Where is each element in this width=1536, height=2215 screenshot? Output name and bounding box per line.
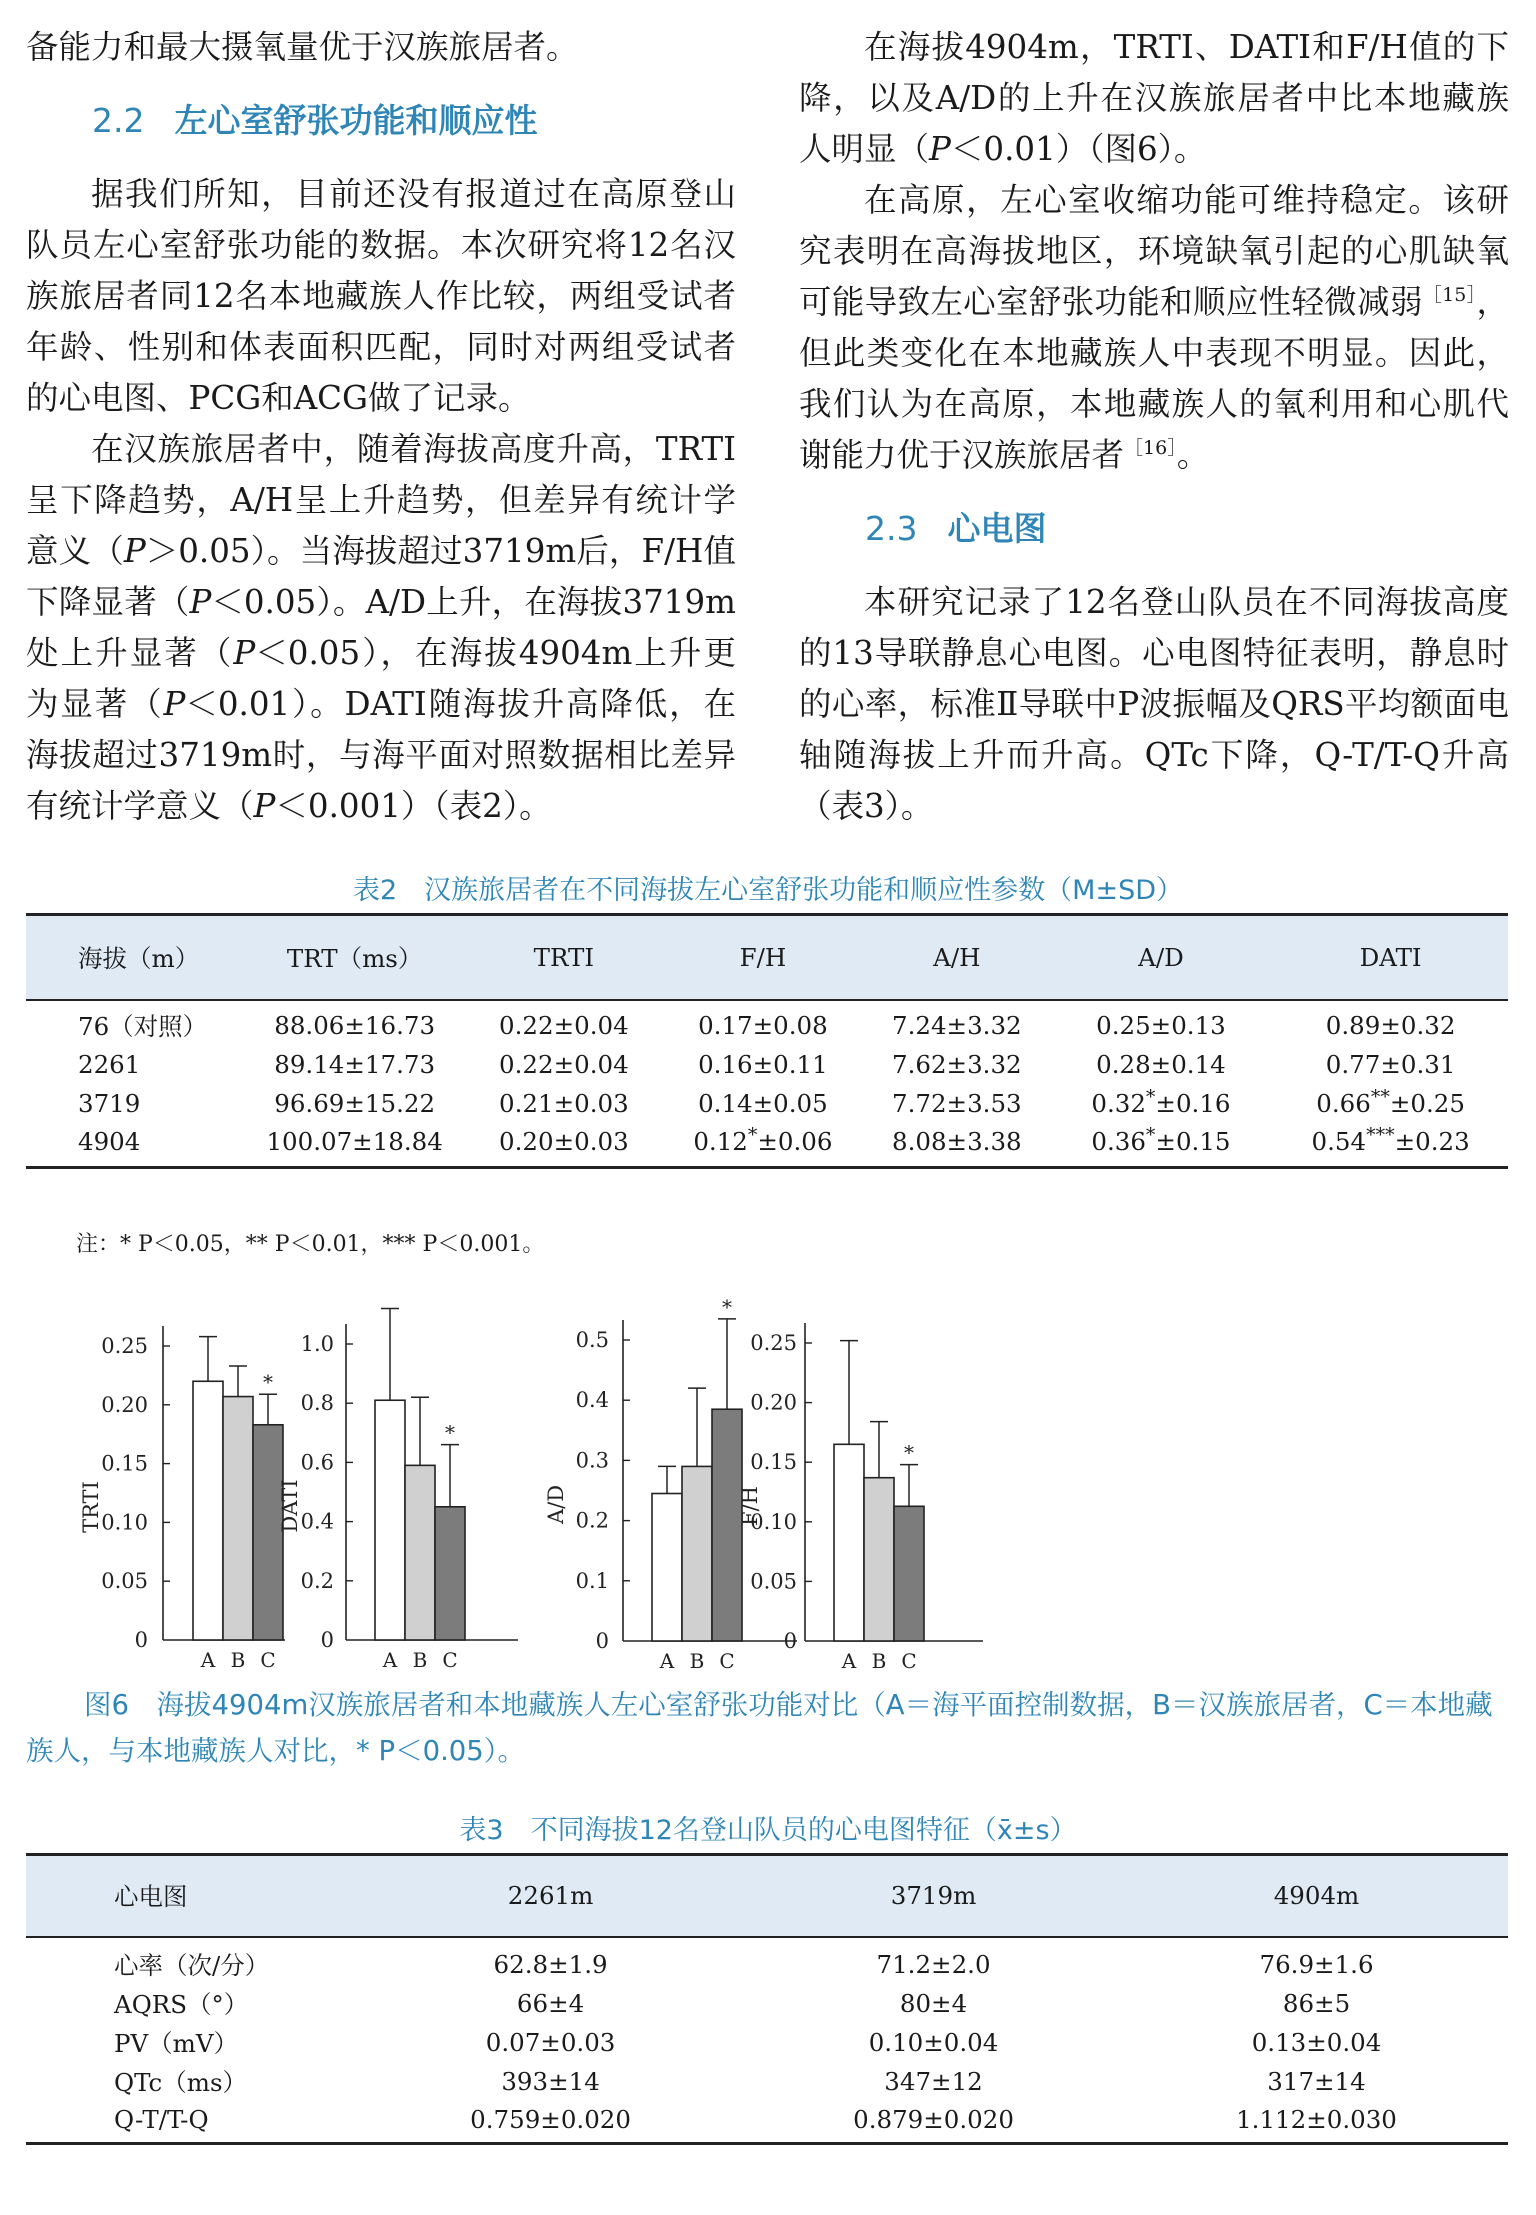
table3-cell: 1.112±0.030 bbox=[1236, 2104, 1397, 2134]
x-tick-label: A bbox=[200, 1648, 216, 1672]
table2-cell: 0.22±0.04 bbox=[499, 1011, 629, 1040]
paragraph-diastolic-intro: 据我们所知，目前还没有报道过在高原登山队员左心室舒张功能的数据。本次研究将12名汉族旅居者同12名本地藏族人作比较，两组受试者年龄、性别和体表面积匹配，同时对两组受试者的心电图、PCG和ACG做了记录。 bbox=[26, 175, 736, 417]
table2-col-header: A/H bbox=[933, 942, 981, 972]
table2-col-header: DATI bbox=[1359, 942, 1422, 972]
table2-row bbox=[26, 1045, 1508, 1084]
bar-B bbox=[223, 1397, 253, 1640]
x-tick-label: B bbox=[412, 1648, 428, 1672]
bar-B bbox=[682, 1466, 712, 1641]
y-tick-label: 0.3 bbox=[575, 1448, 609, 1473]
y-tick-label: 0.20 bbox=[750, 1390, 797, 1415]
table3 bbox=[26, 1853, 1508, 2145]
paragraph-4904m: 在海拔4904m，TRTI、DATI和F/H值的下降，以及A/D的上升在汉族旅居者中比本地藏族人明显（P＜0.01）（图6）。 bbox=[799, 28, 1509, 168]
table2-cell: 0.14±0.05 bbox=[698, 1088, 828, 1118]
table2-cell: 0.12*±0.06 bbox=[693, 1123, 833, 1156]
table3-cell: 86±5 bbox=[1282, 1988, 1351, 2018]
table2-cell: 0.20±0.03 bbox=[499, 1126, 629, 1156]
table3-row bbox=[26, 2062, 1508, 2101]
y-tick-label: 0.4 bbox=[300, 1509, 334, 1534]
x-tick-label: B bbox=[689, 1649, 705, 1673]
table2-cell: 100.07±18.84 bbox=[266, 1126, 443, 1156]
table2-cell: 96.69±15.22 bbox=[274, 1088, 436, 1118]
table3-col-header: 2261m bbox=[507, 1881, 594, 1911]
bar-A bbox=[375, 1400, 405, 1640]
table3-body bbox=[26, 1937, 1508, 2144]
y-axis-label: A/D bbox=[544, 1484, 568, 1525]
x-tick-label: C bbox=[901, 1649, 917, 1673]
bar-C bbox=[894, 1506, 924, 1641]
significance-mark: * bbox=[263, 1370, 273, 1395]
table2-cell: 89.14±17.73 bbox=[274, 1049, 436, 1079]
paragraph-ecg: 本研究记录了12名登山队员在不同海拔高度的13导联静息心电图。心电图特征表明，静息时的心率，标准Ⅱ导联中P波振幅及QRS平均额面电轴随海拔上升而升高。QTc下降，Q-T/T-Q升高（表3）。 bbox=[799, 583, 1509, 825]
figure6-caption: 图6 海拔4904m汉族旅居者和本地藏族人左心室舒张功能对比（A＝海平面控制数据，B＝汉族旅居者，C＝本地藏族人，与本地藏族人对比，* P＜0.05）。 bbox=[26, 1689, 1493, 1767]
table3-row bbox=[26, 1984, 1508, 2023]
table2-cell: 0.36*±0.15 bbox=[1091, 1123, 1231, 1156]
table3-cell: 0.879±0.020 bbox=[853, 2104, 1014, 2134]
table2-cell: 0.89±0.32 bbox=[1325, 1011, 1456, 1040]
table3-row bbox=[26, 2101, 1508, 2144]
table3-cell: 71.2±2.0 bbox=[876, 1950, 991, 1979]
x-tick-label: B bbox=[871, 1649, 887, 1673]
table3-caption: 表3 不同海拔12名登山队员的心电图特征（x̄±s） bbox=[459, 1815, 1077, 1846]
y-tick-label: 0.10 bbox=[101, 1510, 148, 1535]
table3-cell: 80±4 bbox=[899, 1988, 968, 2018]
table2-cell: 7.62±3.32 bbox=[891, 1049, 1022, 1079]
x-tick-label: C bbox=[260, 1648, 276, 1672]
table2-cell: 0.77±0.31 bbox=[1325, 1049, 1456, 1079]
reference-15: ［15］ bbox=[1422, 284, 1477, 307]
table2-cell: 0.25±0.13 bbox=[1096, 1011, 1226, 1040]
table2-cell: 76（对照） bbox=[78, 1012, 208, 1041]
table2-cell: 0.22±0.04 bbox=[499, 1049, 629, 1079]
y-tick-label: 0.1 bbox=[575, 1568, 609, 1593]
y-tick-label: 0 bbox=[783, 1629, 797, 1653]
y-axis-label: TRTI bbox=[79, 1481, 103, 1533]
table2-cell: 7.24±3.32 bbox=[891, 1011, 1022, 1040]
y-tick-label: 0.4 bbox=[575, 1388, 609, 1413]
table3-cell: 心率（次/分） bbox=[114, 1951, 270, 1980]
table2-row bbox=[26, 1000, 1508, 1045]
table2-row bbox=[26, 1084, 1508, 1123]
table3-cell: 317±14 bbox=[1267, 2066, 1366, 2096]
table3-cell: 66±4 bbox=[516, 1988, 585, 2018]
bar-A bbox=[834, 1444, 864, 1641]
y-tick-label: 0.05 bbox=[750, 1569, 797, 1594]
table2-cell: 0.66**±0.25 bbox=[1316, 1085, 1465, 1118]
y-tick-label: 0.2 bbox=[575, 1508, 609, 1533]
section-title: 心电图 bbox=[947, 509, 1047, 548]
table2-col-header: F/H bbox=[739, 942, 787, 972]
y-tick-label: 0 bbox=[320, 1628, 334, 1652]
bar-B bbox=[864, 1478, 894, 1641]
table2-col-header: TRTI bbox=[533, 942, 595, 972]
y-tick-label: 0.20 bbox=[101, 1392, 148, 1417]
x-tick-label: A bbox=[841, 1649, 857, 1673]
table3-cell: 76.9±1.6 bbox=[1259, 1950, 1374, 1979]
table2-col-header: A/D bbox=[1138, 942, 1184, 972]
table3-cell: 0.10±0.04 bbox=[868, 2027, 999, 2057]
y-tick-label: 0 bbox=[134, 1628, 148, 1652]
paragraph-continuation: 备能力和最大摄氧量优于汉族旅居者。 bbox=[26, 28, 579, 66]
section-heading-2-2 bbox=[92, 85, 736, 157]
left-column bbox=[26, 22, 736, 832]
table3-cell: QTc（ms） bbox=[114, 2067, 248, 2097]
paragraph-systolic: 在高原，左心室收缩功能可维持稳定。该研究表明在高海拔地区，环境缺氧引起的心肌缺氧可能导致左心室舒张功能和顺应性轻微减弱$^{[15]}$，但此类变化在本地藏族人中表现不明显。因此，我们认为在高原，本地藏族人的氧利用和心肌代谢能力优于汉族旅居者$^{[16]}$。 bbox=[799, 181, 1509, 474]
bar-A bbox=[652, 1494, 682, 1641]
table3-cell: PV（mV） bbox=[114, 2028, 239, 2058]
y-axis-label: F/H bbox=[738, 1486, 762, 1526]
table3-row bbox=[26, 2023, 1508, 2062]
table3-col-header: 心电图 bbox=[114, 1882, 188, 1912]
section-title: 左心室舒张功能和顺应性 bbox=[174, 101, 538, 140]
y-tick-label: 0.25 bbox=[750, 1331, 797, 1355]
y-tick-label: 0.6 bbox=[300, 1450, 334, 1475]
y-tick-label: 0.10 bbox=[750, 1509, 797, 1534]
significance-mark: * bbox=[445, 1420, 455, 1445]
table3-row bbox=[26, 1937, 1508, 1984]
table3-cell: 0.13±0.04 bbox=[1251, 2027, 1382, 2057]
y-tick-label: 0.2 bbox=[300, 1568, 334, 1593]
x-tick-label: A bbox=[382, 1648, 398, 1672]
reference-16: ［16］ bbox=[1124, 437, 1177, 460]
table2-cell: 0.16±0.11 bbox=[698, 1049, 828, 1079]
table3-cell: AQRS（°） bbox=[114, 1989, 249, 2019]
y-tick-label: 0.25 bbox=[101, 1334, 148, 1358]
table2-cell: 4904 bbox=[78, 1126, 141, 1156]
table3-header-row bbox=[26, 1855, 1508, 1937]
table2-header-row bbox=[26, 915, 1508, 1000]
table2-cell: 0.28±0.14 bbox=[1096, 1049, 1226, 1079]
table2-row bbox=[26, 1123, 1508, 1168]
right-column bbox=[799, 22, 1509, 832]
table2-cell: 8.08±3.38 bbox=[891, 1126, 1022, 1156]
bar-B bbox=[405, 1465, 435, 1640]
table3-cell: Q-T/T-Q bbox=[114, 2104, 209, 2134]
y-tick-label: 0.5 bbox=[575, 1328, 609, 1352]
table3-cell: 62.8±1.9 bbox=[493, 1950, 608, 1979]
table2-note: 注：* P＜0.05，** P＜0.01，*** P＜0.001。 bbox=[76, 1232, 545, 1257]
table2-cell: 0.21±0.03 bbox=[499, 1088, 629, 1118]
y-tick-label: 1.0 bbox=[300, 1332, 334, 1356]
significance-mark: * bbox=[722, 1294, 732, 1319]
x-tick-label: C bbox=[719, 1649, 735, 1673]
y-tick-label: 0.05 bbox=[101, 1569, 148, 1594]
table3-cell: 0.759±0.020 bbox=[470, 2104, 631, 2134]
paragraph-diastolic-results: 在汉族旅居者中，随着海拔高度升高，TRTI呈下降趋势，A/H呈上升趋势，但差异有统计学意义（P＞0.05）。当海拔超过3719m后，F/H值下降显著（P＜0.05）。A/D上升，在海拔3719m处上升显著（P＜0.05），在海拔4904m上升更为显著（P＜0.01）。DATI随海拔升高降低，在海拔超过3719m时，与海平面对照数据相比差异有统计学意义（P＜0.001）（表2）。 bbox=[26, 430, 736, 825]
y-tick-label: 0.15 bbox=[101, 1451, 148, 1476]
table3-cell: 0.07±0.03 bbox=[485, 2027, 616, 2057]
table2-col-header: 海拔（m） bbox=[78, 943, 200, 973]
table2-cell: 88.06±16.73 bbox=[274, 1011, 436, 1040]
section-number: 2.3 bbox=[865, 509, 918, 548]
table2-caption: 表2 汉族旅居者在不同海拔左心室舒张功能和顺应性参数（M±SD） bbox=[352, 875, 1184, 906]
x-tick-label: C bbox=[442, 1648, 458, 1672]
table2-body bbox=[26, 1000, 1508, 1168]
table3-cell: 393±14 bbox=[501, 2066, 600, 2096]
section-number: 2.2 bbox=[92, 101, 145, 140]
table3-col-header: 4904m bbox=[1273, 1881, 1360, 1911]
bar-A bbox=[193, 1381, 223, 1640]
table2-cell: 3719 bbox=[78, 1088, 141, 1118]
y-tick-label: 0 bbox=[595, 1629, 609, 1653]
table3-cell: 347±12 bbox=[884, 2066, 983, 2096]
figure6-charts bbox=[0, 1280, 1536, 1680]
table2-cell: 7.72±3.53 bbox=[891, 1088, 1022, 1118]
bar-C bbox=[435, 1507, 465, 1640]
table3-col-header: 3719m bbox=[890, 1881, 977, 1911]
table2 bbox=[26, 913, 1508, 1169]
table2-col-header: TRT（ms） bbox=[286, 943, 423, 973]
y-tick-label: 0.8 bbox=[300, 1391, 334, 1416]
section-heading-2-3 bbox=[865, 493, 1509, 565]
table2-cell: 0.54***±0.23 bbox=[1311, 1123, 1470, 1156]
x-tick-label: B bbox=[230, 1648, 246, 1672]
y-axis-label: DATI bbox=[278, 1479, 302, 1533]
significance-mark: * bbox=[904, 1440, 914, 1465]
table2-cell: 0.32*±0.16 bbox=[1091, 1085, 1231, 1118]
x-tick-label: A bbox=[659, 1649, 675, 1673]
y-tick-label: 0.15 bbox=[750, 1450, 797, 1475]
table2-cell: 2261 bbox=[78, 1049, 141, 1079]
table2-cell: 0.17±0.08 bbox=[698, 1011, 828, 1040]
